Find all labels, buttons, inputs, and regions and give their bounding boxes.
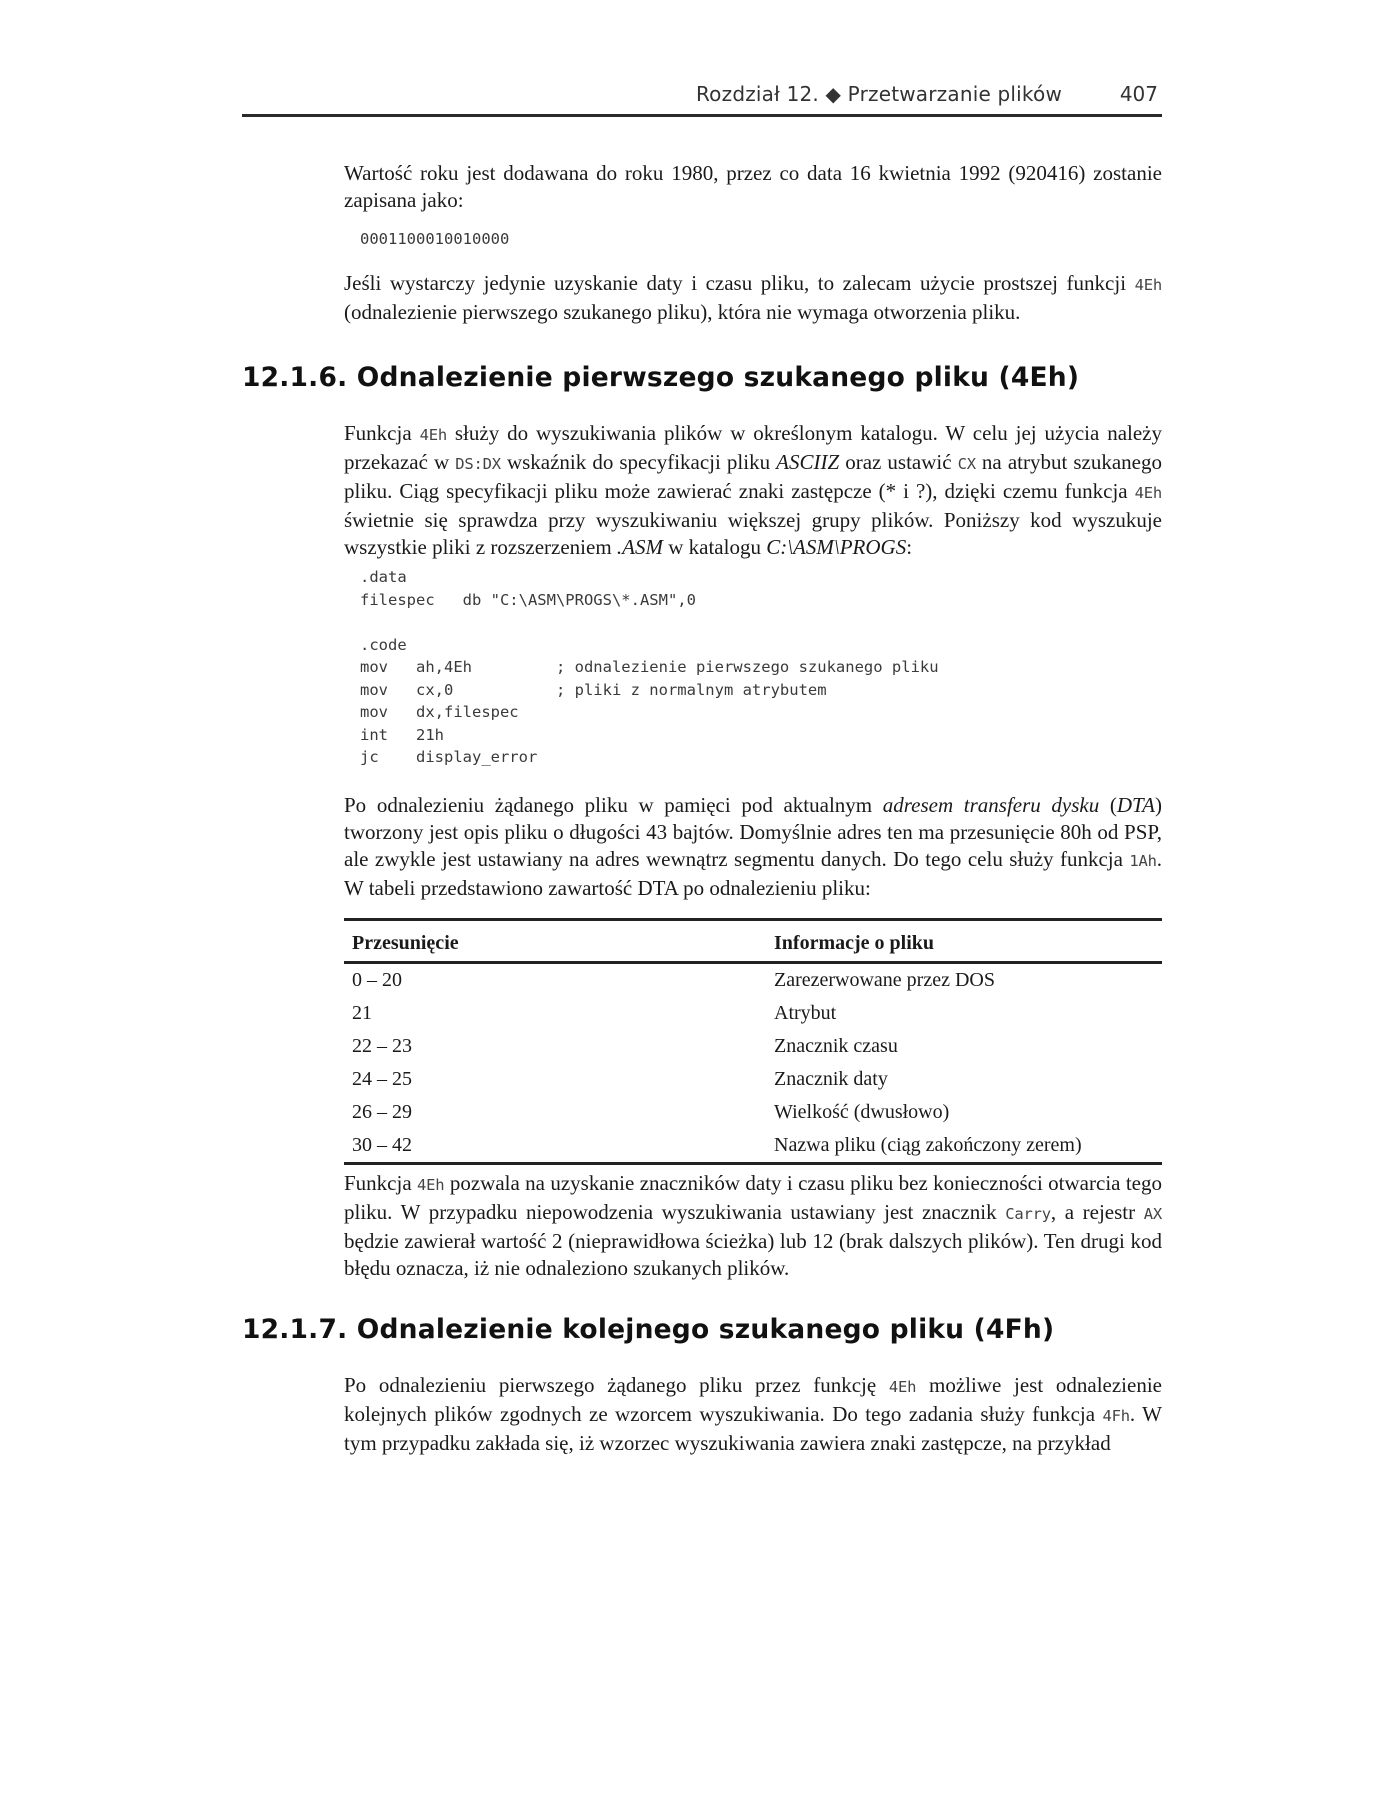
table-row bbox=[344, 997, 1162, 1030]
inline-code: 1Ah bbox=[1129, 852, 1157, 870]
table-cell-info: Nazwa pliku (ciąg zakończony zerem) bbox=[766, 1129, 1162, 1164]
inline-code: DS:DX bbox=[455, 455, 501, 473]
text-run: na atrybut szukanego pliku. Ciąg specyfikacji pliku może zawierać znaki zastępcze (* i ?), dzięki czemu funkcja bbox=[344, 450, 1162, 503]
text-run: , a rejestr bbox=[1050, 1200, 1144, 1224]
text-run: świetnie się sprawdza przy wyszukiwaniu większej grupy plików. Poniższy kod wyszukuje wszystkie pliki z rozszerzeniem bbox=[344, 508, 1162, 559]
code-listing-find-first: .data filespec db "C:\ASM\PROGS\*.ASM",0 .code mov ah,4Eh ; odnalezienie pierwszego szukanego pliku mov cx,0 ; pliki z normalnym atrybutem mov dx,filespec int 21h jc display_error bbox=[360, 568, 939, 766]
italic-term: adresem transferu dysku bbox=[882, 793, 1100, 817]
paragraph-dta bbox=[344, 792, 1162, 902]
text-run: Funkcja bbox=[344, 1171, 418, 1195]
text-run: Po odnalezieniu pierwszego żądanego pliku przez funkcję bbox=[344, 1373, 889, 1397]
text-run: pozwala na uzyskanie znaczników daty i czasu pliku bez konieczności otwarcia tego pliku. W przypadku niepowodzenia wyszukiwania ustawiany jest znacznik bbox=[344, 1171, 1163, 1224]
text-run: . W tabeli przedstawiono zawartość DTA po odnalezieniu pliku: bbox=[344, 847, 1162, 900]
paragraph-recommendation bbox=[344, 270, 1162, 326]
table-cell-offset: 22 – 23 bbox=[352, 1034, 412, 1057]
page-number: 407 bbox=[1119, 82, 1158, 106]
table-cell-info: Znacznik czasu bbox=[774, 1034, 898, 1057]
chapter-title: Rozdział 12. ◆ Przetwarzanie plików bbox=[695, 82, 1062, 106]
paragraph-carry-flag bbox=[344, 1170, 1162, 1282]
table-cell-offset: 24 – 25 bbox=[352, 1067, 412, 1090]
table-header-row bbox=[344, 920, 1162, 963]
italic-term: DTA bbox=[1116, 793, 1155, 817]
running-header bbox=[242, 80, 1162, 117]
text-run: wskaźnik do specyfikacji pliku bbox=[500, 450, 777, 474]
text-run: Funkcja bbox=[344, 421, 420, 445]
text-run: : bbox=[906, 535, 913, 559]
section-heading-4eh: 12.1.6. Odnalezienie pierwszego szukanego pliku (4Eh) bbox=[242, 362, 1080, 393]
table-cell-info: Atrybut bbox=[774, 1001, 837, 1024]
table-cell-info: Znacznik daty bbox=[774, 1067, 888, 1090]
table-row bbox=[344, 1063, 1162, 1096]
text-run: oraz ustawić bbox=[839, 450, 958, 474]
paragraph-year-encoding bbox=[344, 160, 1162, 214]
inline-code: 4Eh bbox=[419, 426, 447, 444]
section-heading-4fh: 12.1.7. Odnalezienie kolejnego szukanego pliku (4Fh) bbox=[242, 1314, 1055, 1345]
paragraph-4fh-description bbox=[344, 1372, 1162, 1457]
dta-table bbox=[344, 918, 1162, 1165]
text-run: Po odnalezieniu żądanego pliku w pamięci pod aktualnym bbox=[344, 793, 883, 817]
table-row bbox=[344, 1030, 1162, 1063]
table-row bbox=[344, 1096, 1162, 1129]
table-cell-info: Zarezerwowane przez DOS bbox=[774, 968, 995, 991]
text-run: (odnalezienie pierwszego szukanego pliku), która nie wymaga otworzenia pliku. bbox=[344, 300, 1021, 324]
binary-date-code: 0001100010010000 bbox=[360, 230, 510, 248]
italic-term: .ASM bbox=[616, 535, 663, 559]
italic-term: C:\ASM\PROGS bbox=[766, 535, 907, 559]
italic-term: ASCIIZ bbox=[776, 450, 840, 474]
inline-code: 4Eh bbox=[1134, 276, 1162, 294]
text-run: ) tworzony jest opis pliku o długości 43 bajtów. Domyślnie adres ten ma przesunięcie 80h od PSP, ale zwykle jest ustawiany na adres wewnątrz segmentu danych. Do tego celu służy funkcja bbox=[344, 793, 1162, 871]
table-cell-offset: 30 – 42 bbox=[344, 1129, 766, 1164]
text-run: możliwe jest odnalezienie kolejnych plików zgodnych ze wzorcem wyszukiwania. Do tego zadania służy funkcja bbox=[344, 1373, 1162, 1426]
text-run: będzie zawierał wartość 2 (nieprawidłowa ścieżka) lub 12 (brak dalszych plików). Ten drugi kod błędu oznacza, iż nie odnaleziono szukanych plików. bbox=[344, 1229, 1162, 1280]
table-cell-info: Wielkość (dwusłowo) bbox=[774, 1100, 950, 1123]
text-run: w katalogu bbox=[662, 535, 767, 559]
inline-code: CX bbox=[957, 455, 976, 473]
inline-code: 4Eh bbox=[1134, 484, 1162, 502]
column-header-info: Informacje o pliku bbox=[766, 920, 1162, 963]
table-cell-offset: 0 – 20 bbox=[352, 968, 402, 991]
column-header-offset: Przesunięcie bbox=[344, 920, 766, 963]
table-cell-offset: 21 bbox=[352, 1001, 372, 1024]
text-run: ( bbox=[1099, 793, 1117, 817]
inline-code: AX bbox=[1143, 1205, 1162, 1223]
paragraph-4eh-description bbox=[344, 420, 1162, 561]
dta-contents-table bbox=[344, 918, 1162, 1165]
text-run: służy do wyszukiwania plików w określonym katalogu. W celu jej użycia należy przekazać w bbox=[344, 421, 1162, 474]
inline-code: Carry bbox=[1005, 1205, 1051, 1223]
inline-code: 4Fh bbox=[1102, 1407, 1130, 1425]
table-row bbox=[344, 1129, 1162, 1164]
inline-code: 4Eh bbox=[888, 1378, 917, 1396]
inline-code: 4Eh bbox=[417, 1176, 445, 1194]
table-cell-offset: 26 – 29 bbox=[352, 1100, 412, 1123]
text-run: Jeśli wystarczy jedynie uzyskanie daty i czasu pliku, to zalecam użycie prostszej funkcji bbox=[344, 271, 1135, 295]
table-row bbox=[344, 963, 1162, 998]
text-run: . W tym przypadku zakłada się, iż wzorzec wyszukiwania zawiera znaki zastępcze, na przykład bbox=[344, 1402, 1162, 1455]
paragraph-text: Wartość roku jest dodawana do roku 1980, przez co data 16 kwietnia 1992 (920416) zostanie zapisana jako: bbox=[344, 161, 1162, 212]
